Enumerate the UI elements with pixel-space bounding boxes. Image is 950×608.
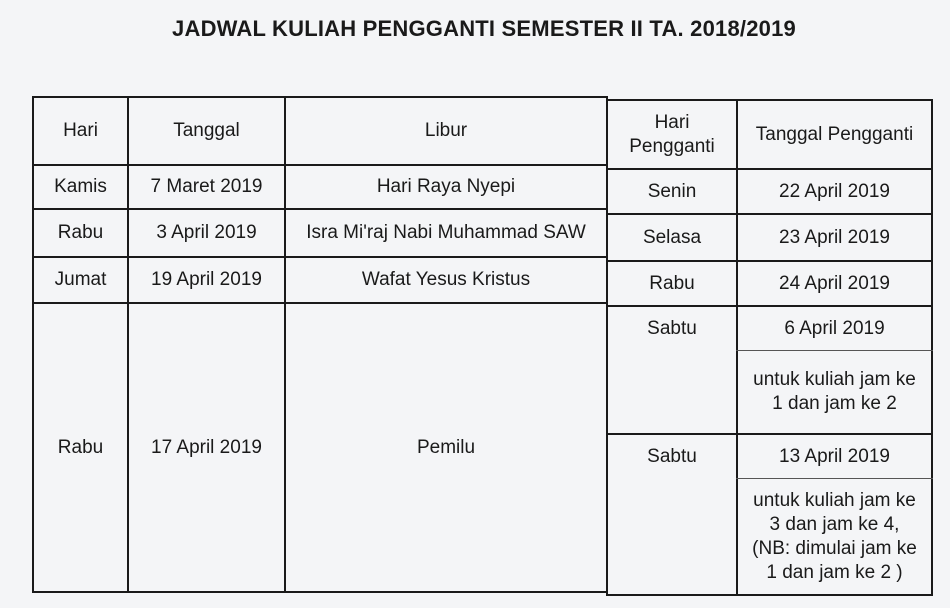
header-hari-pengganti-line1: Hari [654, 111, 690, 133]
row3-tanggal-pengganti: 24 April 2019 [779, 272, 890, 294]
note-line: 3 dan jam ke 4, [769, 513, 900, 535]
header-hari-pengganti-line2: Pengganti [629, 135, 715, 157]
row2-hari: Rabu [57, 222, 104, 243]
header-tanggal: Tanggal [173, 120, 240, 141]
row3-libur: Wafat Yesus Kristus [361, 269, 531, 290]
row1-hari-pengganti: Senin [647, 180, 697, 202]
row3-hari-pengganti: Rabu [649, 272, 695, 294]
row2-tanggal-pengganti: 23 April 2019 [779, 226, 890, 248]
page-title: JADWAL KULIAH PENGGANTI SEMESTER II TA. 2018/2019 [172, 16, 796, 41]
row1-libur: Hari Raya Nyepi [376, 176, 516, 197]
note-line: untuk kuliah jam ke [753, 489, 916, 511]
pemilu-sub1-tanggal-pengganti: 6 April 2019 [784, 317, 885, 339]
row1-hari: Kamis [54, 176, 107, 197]
row3-tanggal: 19 April 2019 [151, 269, 262, 290]
header-tanggal-pengganti: Tanggal Pengganti [755, 123, 914, 145]
row3-hari: Jumat [54, 269, 107, 290]
row2-libur: Isra Mi'raj Nabi Muhammad SAW [306, 222, 586, 243]
pemilu-hari: Rabu [57, 436, 104, 458]
note-line: (NB: dimulai jam ke [752, 537, 917, 559]
pemilu-sub2-tanggal-pengganti: 13 April 2019 [779, 445, 890, 467]
header-hari: Hari [63, 120, 98, 141]
row1-tanggal-pengganti: 22 April 2019 [779, 180, 890, 202]
row1-tanggal: 7 Maret 2019 [150, 176, 263, 197]
header-hari-pengganti [608, 101, 736, 168]
pemilu-sub1-hari-pengganti: Sabtu [647, 317, 697, 339]
pemilu-tanggal: 17 April 2019 [151, 436, 262, 458]
pemilu-sub1-note [738, 351, 931, 433]
table-border [931, 100, 933, 596]
note-line: 1 dan jam ke 2 [772, 393, 897, 414]
table-border [606, 594, 933, 596]
row2-tanggal: 3 April 2019 [156, 222, 257, 243]
table-border [32, 591, 608, 593]
row2-hari-pengganti: Selasa [642, 226, 702, 248]
header-libur: Libur [424, 120, 468, 141]
pemilu-libur: Pemilu [416, 436, 476, 458]
note-line: untuk kuliah jam ke [753, 369, 916, 390]
pemilu-sub2-hari-pengganti: Sabtu [647, 445, 697, 467]
pemilu-sub2-note [738, 479, 931, 594]
note-line: 1 dan jam ke 2 ) [766, 561, 903, 583]
